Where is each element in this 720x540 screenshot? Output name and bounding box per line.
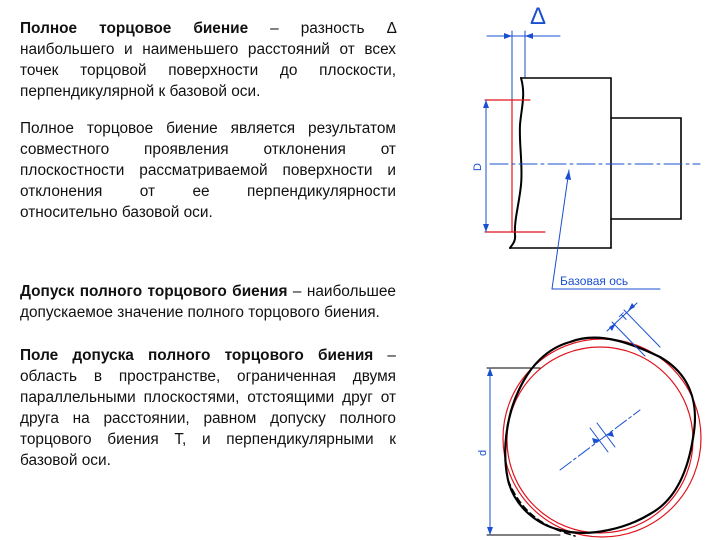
actual-profile <box>505 338 695 533</box>
tolerance-zone-term: Поле допуска полного торцового биения <box>20 347 374 364</box>
shaft-step <box>611 118 681 219</box>
diameter-arrow-top <box>483 100 489 108</box>
t-extension-right <box>624 310 660 347</box>
tolerance-term: Допуск полного торцового биения <box>20 283 288 300</box>
diagram-top <box>472 3 700 289</box>
hidden-profile <box>508 480 575 536</box>
definition-text: наибольшего и наименьшего расстояний от всех точек торцовой поверхности до плоскости, перпендикулярной к базовой оси. <box>20 41 396 100</box>
diameter-label: D <box>472 163 484 171</box>
t-arrow-left <box>609 323 616 331</box>
d-arrow-bottom <box>487 527 493 535</box>
d-label: d <box>477 449 489 456</box>
tolerance-zone-text: – область в пространстве, ограниченная двумя параллельными плоскостями, отстоящими друг от друга на расстоянии, равном допуску полного торцового биения Т, и перпендикулярными к базовой оси. <box>20 347 396 469</box>
result-text: Полное торцовое биение является результатом совместного проявления отклонения от плоскостности рассматриваемой поверхности и отклонения от ее перпендикулярности относительно базовой оси. <box>20 120 396 221</box>
delta-arrow-left <box>504 33 512 39</box>
diameter-arrow-bottom <box>483 224 489 232</box>
tolerance-text: – наибольшее допускаемое значение полного торцового биения. <box>20 283 396 321</box>
diagram-bottom <box>477 303 701 537</box>
definition-line1: – разность Δ <box>248 20 396 37</box>
delta-arrow-right <box>525 33 533 39</box>
delta-label: Δ <box>530 3 547 30</box>
t-label: T <box>617 310 631 325</box>
t-arrow-right <box>628 303 635 311</box>
base-axis-label: Базовая ось <box>560 274 629 288</box>
definition-term: Полное торцовое биение <box>20 20 249 37</box>
base-axis-leader-arrow <box>565 170 571 180</box>
base-axis-leader <box>552 170 569 289</box>
d-arrow-top <box>487 368 493 376</box>
